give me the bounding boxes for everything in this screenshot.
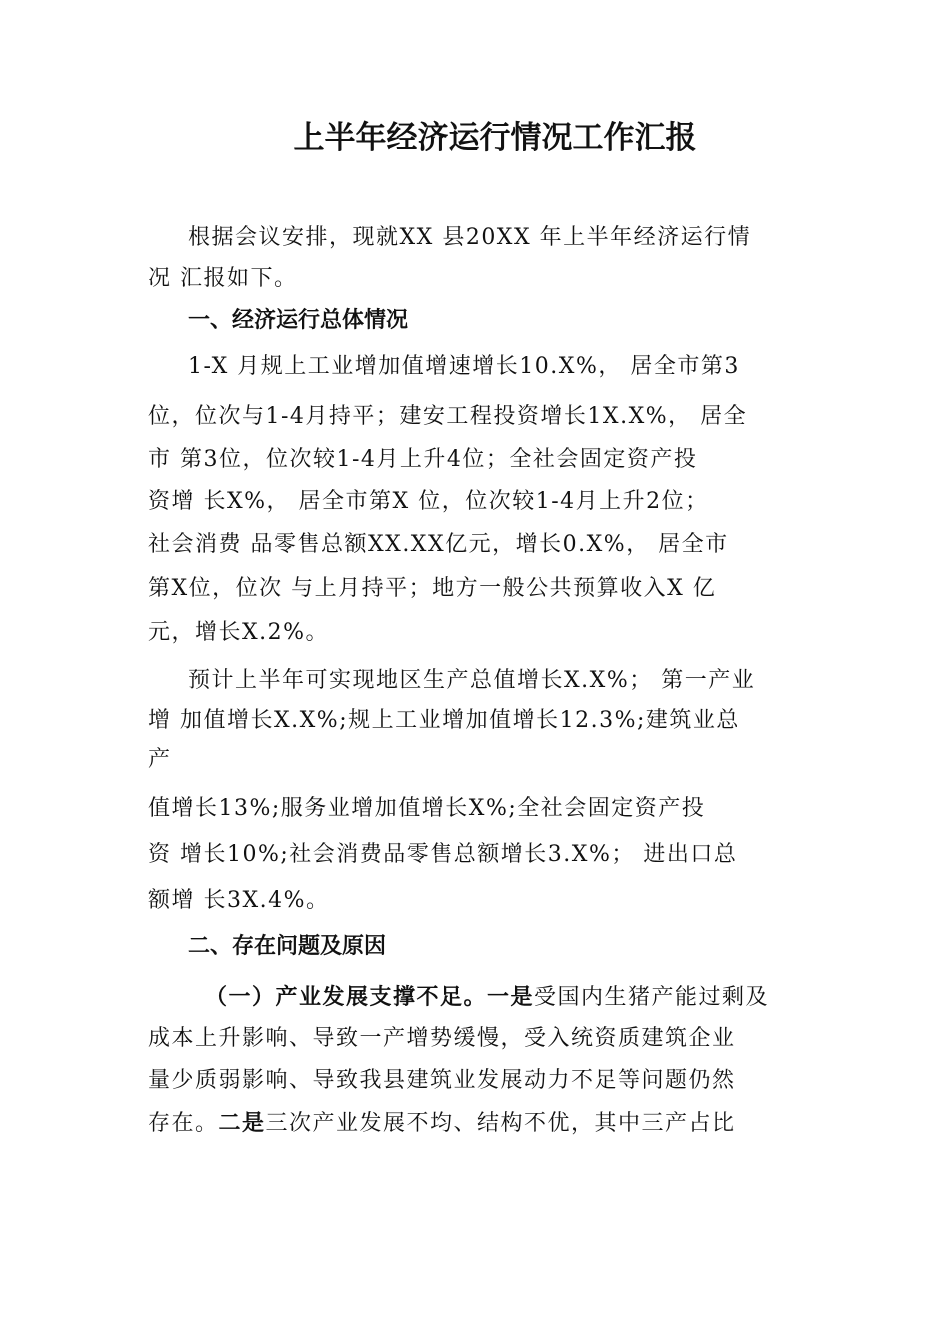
section-1-heading: 一、经济运行总体情况 <box>188 308 409 333</box>
sub-1-line-4-text: 三次产业发展不均、结构不优，其中三产占比 <box>265 1111 736 1136</box>
sub-1-line-1-text: 受国内生猪产能过剩及 <box>534 985 770 1010</box>
document-title: 上半年经济运行情况工作汇报 <box>293 120 697 156</box>
section-1-para-1-line-3: 市 第3位，位次较1-4月上升4位；全社会固定资产投 <box>148 447 698 472</box>
section-1-para-1-line-7: 元，增长X.2%。 <box>148 620 330 645</box>
sub-1-line-4-prefix: 存在。 <box>148 1111 219 1136</box>
section-2-sub-1-line-2: 成本上升影响、导致一产增势缓慢，受入统资质建筑企业 <box>148 1026 736 1051</box>
section-2-sub-1-line-4 <box>148 1108 736 1139</box>
subsection-1-title: （一）产业发展支撑不足。 <box>205 984 488 1010</box>
intro-line-1: 根据会议安排，现就XX 县20XX 年上半年经济运行情 <box>188 225 752 250</box>
section-1-para-2-line-4: 值增长13%;服务业增加值增长X%;全社会固定资产投 <box>148 796 706 821</box>
section-1-para-1-line-1: 1-X 月规上工业增加值增速增长10.X%， 居全市第3 <box>188 354 740 379</box>
section-1-para-1-line-6: 第X位，位次 与上月持平；地方一般公共预算收入X 亿 <box>148 576 717 601</box>
section-1-para-2-line-3: 产 <box>148 747 172 772</box>
section-1-para-1-line-5: 社会消费 品零售总额XX.XX亿元，增长0.X%， 居全市 <box>148 532 729 557</box>
section-2-sub-1-line-3: 量少质弱影响、导致我县建筑业发展动力不足等问题仍然 <box>148 1068 736 1093</box>
section-1-para-2-line-6: 额增 长3X.4%。 <box>148 888 330 913</box>
section-1-para-2-line-5: 资 增长10%;社会消费品零售总额增长3.X%； 进出口总 <box>148 842 738 867</box>
section-1-para-2-line-2: 增 加值增长X.X%;规上工业增加值增长12.3%;建筑业总 <box>148 708 740 733</box>
section-1-para-1-line-4: 资增 长X%， 居全市第X 位，位次较1-4月上升2位； <box>148 489 709 514</box>
section-2-heading: 二、存在问题及原因 <box>188 934 387 959</box>
intro-line-2: 况 汇报如下。 <box>148 266 298 291</box>
section-1-para-2-line-1: 预计上半年可实现地区生产总值增长X.X%； 第一产业 <box>188 668 756 693</box>
lead-first: 一是 <box>487 984 535 1010</box>
section-1-para-1-line-2: 位，位次与1-4月持平；建安工程投资增长1X.X%， 居全 <box>148 404 748 429</box>
lead-second: 二是 <box>218 1110 266 1136</box>
section-2-sub-1-line-1 <box>205 982 769 1013</box>
